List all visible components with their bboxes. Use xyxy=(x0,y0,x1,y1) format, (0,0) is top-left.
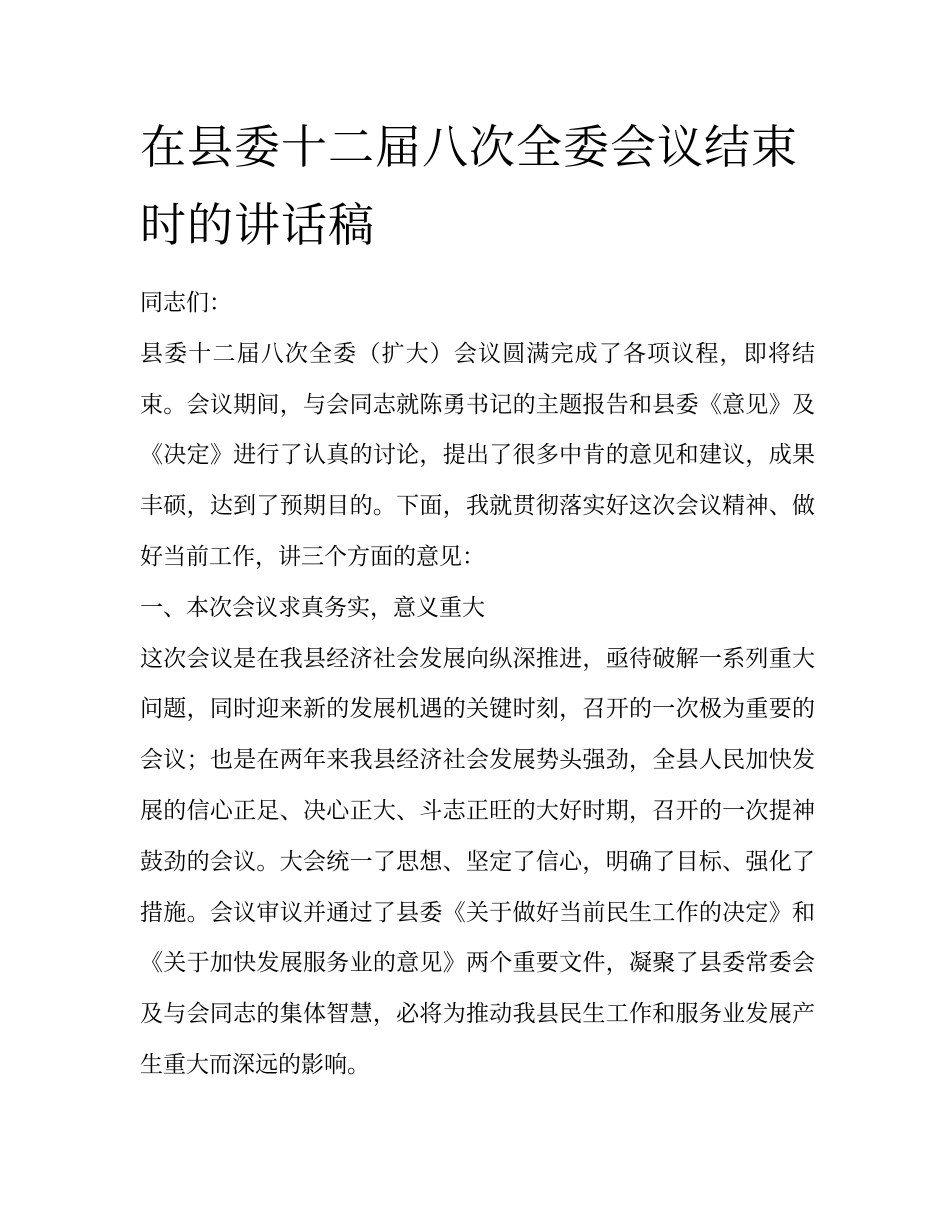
section-paragraph: 这次会议是在我县经济社会发展向纵深推进，亟待破解一系列重大问题，同时迎来新的发展机遇的关键时刻，召开的一次极为重要的会议；也是在两年来我县经济社会发展势头强劲，全县人民加快发展的信心正足、决心正大、斗志正旺的大好时期，召开的一次提神鼓劲的会议。大会统一了思想、坚定了信心，明确了目标、强化了措施。会议审议并通过了县委《关于做好当前民生工作的决定》和《关于加快发展服务业的意见》两个重要文件，凝聚了县委常委会及与会同志的集体智慧，必将为推动我县民生工作和服务业发展产生重大而深远的影响。 xyxy=(140,645,815,1078)
document-content xyxy=(140,108,815,1091)
section-heading: 一、本次会议求真务实，意义重大 xyxy=(140,594,485,621)
intro-paragraph: 县委十二届八次全委（扩大）会议圆满完成了各项议程，即将结束。会议期间，与会同志就陈勇书记的主题报告和县委《意见》及《决定》进行了认真的讨论，提出了很多中肯的意见和建议，成果丰硕，达到了预期目的。下面，我就贯彻落实好这次会议精神、做好当前工作，讲三个方面的意见： xyxy=(140,340,815,570)
document-body xyxy=(140,278,815,1091)
document-title: 在县委十二届八次全委会议结束时的讲话稿 xyxy=(140,120,798,252)
salutation: 同志们： xyxy=(140,290,232,316)
